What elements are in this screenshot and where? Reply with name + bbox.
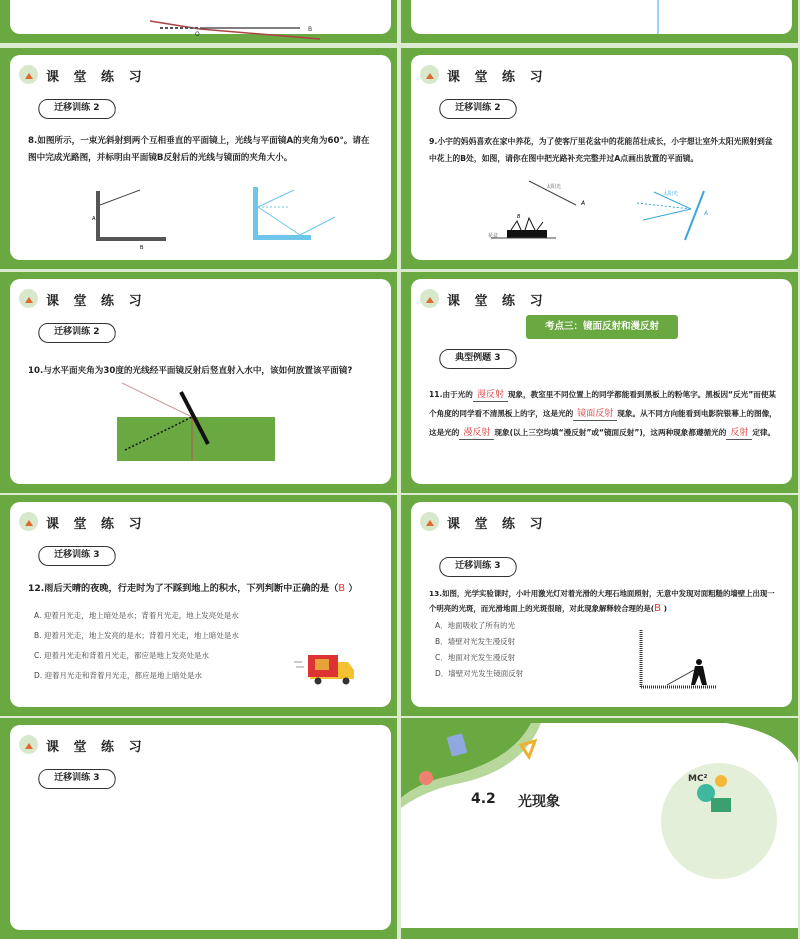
svg-text:A: A [581, 200, 586, 207]
answer-blank-2: 镜面反射 [573, 408, 617, 421]
svg-text:A: A [704, 210, 709, 217]
alarm-clock-icon [419, 771, 433, 785]
cover-card [401, 723, 798, 928]
svg-text:A: A [92, 216, 96, 222]
answer-blank-1: 漫反射 [473, 389, 508, 402]
svg-text:B: B [308, 26, 313, 33]
slide-card [411, 0, 792, 34]
slide-title: 课 堂 练 习 [46, 740, 147, 755]
slide-card [411, 502, 792, 707]
option-c: C. 迎着月光走和背着月光走，都应是地上发亮处是水 [34, 651, 210, 660]
option-d: D. 迎着月光走和背着月光走，都应是地上暗处是水 [34, 671, 203, 680]
slide-card [10, 279, 391, 484]
section-badge: 迁移训练 2 [36, 99, 118, 119]
svg-text:B: B [140, 245, 144, 251]
slide-question-9[interactable] [401, 48, 798, 269]
water-mirror-diagram [10, 279, 391, 484]
slide-card [411, 279, 792, 484]
answer-blank-4: 反射 [726, 427, 752, 440]
slide-thumbnail-top-left[interactable] [0, 0, 397, 43]
reflection-diagram [10, 0, 391, 38]
svg-text:太阳光: 太阳光 [663, 191, 679, 197]
question-text: 10.与水平面夹角为30度的光线经平面镜反射后竖直射入水中，该如何放置该平面镜? [28, 366, 353, 376]
slide-chapter-cover[interactable] [401, 718, 798, 939]
section-badge: 迁移训练 2 [36, 323, 118, 343]
flask-icon [19, 735, 38, 754]
answer: B [654, 603, 661, 614]
cover-decoration [401, 723, 798, 813]
truck-icon [10, 502, 391, 707]
slide-title: 课 堂 练 习 [46, 70, 147, 85]
question-text: 11.由于光的 漫反射 现象，教室里不同位置上的同学都能看到黑板上的粉笔字。黑板因“反光”而使某个角度的同学看不清黑板上的字，这是光的 镜面反射 现象。从不同方向能看到电影院银幕上的图像，这是光的 漫反射 现象(以上三空均填“漫反射”或“镜面反射”)，这两种现象都遵循光的 反射 定律。 [429, 390, 777, 438]
slide-card [10, 55, 391, 260]
answer-blank-3: 漫反射 [459, 427, 494, 440]
section-badge: 迁移训练 2 [437, 99, 519, 119]
section-badge: 典型例题 3 [437, 349, 519, 369]
chapter-number: 4.2 [471, 791, 496, 807]
option-b: B．墙壁对光发生漫反射 [435, 637, 516, 646]
slide-title: 课 堂 练 习 [46, 517, 147, 532]
section-badge: 迁移训练 3 [36, 546, 118, 566]
section-badge: 迁移训练 3 [36, 769, 118, 789]
svg-text:太阳光: 太阳光 [546, 184, 562, 190]
question-text: 13.如图，光学实验课时，小叶用激光灯对着光滑的大理石地面照射，无意中发现对面粗糙的墙壁上出现一个明亮的光斑，而光滑地面上的光斑很暗，对此现象解释较合理的是(B ) [429, 589, 775, 614]
laser-wall-diagram [411, 502, 792, 707]
svg-text:B: B [517, 214, 521, 220]
question-text: 12.雨后天晴的夜晚，行走时为了不踩到地上的积水，下列判断中正确的是（B ） [28, 583, 358, 594]
svg-text:花盆: 花盆 [488, 233, 499, 239]
mirror-diagram [10, 55, 391, 260]
slide-title: 课 堂 练 习 [447, 294, 548, 309]
question-text: 8.如图所示，一束光斜射到两个互相垂直的平面镜上，光线与平面镜A的夹角为60°。请在图中完成光路图，并标明由平面镜B反射后的光线与镜面的夹角大小。 [28, 136, 370, 163]
slide-title: 课 堂 练 习 [447, 517, 548, 532]
vertical-ray [411, 0, 792, 34]
option-a: A．地面吸收了所有的光 [435, 621, 516, 630]
svg-text:MC²: MC² [688, 774, 708, 784]
slide-thumbnail-top-right[interactable] [401, 0, 798, 43]
slide-card [10, 725, 391, 930]
sunlight-diagram [411, 55, 792, 260]
chapter-title: 光现象 [518, 794, 560, 810]
svg-text:O: O [195, 31, 200, 38]
flask-icon [420, 289, 439, 308]
answer: B [338, 583, 346, 594]
option-c: C．地面对光发生漫反射 [435, 653, 516, 662]
slide-card [411, 55, 792, 260]
slide-card [10, 0, 391, 38]
keypoint-banner: 考点三：镜面反射和漫反射 [526, 315, 678, 339]
slide-question-11[interactable] [401, 272, 798, 493]
slide-question-12[interactable] [0, 495, 397, 716]
bulb-icon [715, 775, 727, 787]
slide-title: 课 堂 练 习 [447, 70, 548, 85]
slide-question-13[interactable] [401, 495, 798, 716]
option-a: A. 迎着月光走，地上暗处是水；背着月光走，地上发亮处是水 [34, 611, 239, 620]
slide-question-8[interactable] [0, 48, 397, 269]
slide-question-14[interactable] [0, 718, 397, 939]
board-icon [711, 798, 731, 812]
option-b: B. 迎着月光走，地上发亮的是水；背着月光走，地上暗处是水 [34, 631, 239, 640]
question-text: 9.小宇的妈妈喜欢在家中养花，为了使客厅里花盆中的花能茁壮成长，小宇想让室外太阳光照射到盆中花上的B处，如图，请你在图中把光路补充完整并过A点画出放置的平面镜。 [429, 137, 773, 163]
option-d: D．墙壁对光发生镜面反射 [435, 669, 524, 678]
slide-card [10, 502, 391, 707]
triangle-ruler-icon [521, 741, 535, 757]
slide-question-10[interactable] [0, 272, 397, 493]
slide-title: 课 堂 练 习 [46, 294, 147, 309]
section-badge: 迁移训练 3 [437, 557, 519, 577]
